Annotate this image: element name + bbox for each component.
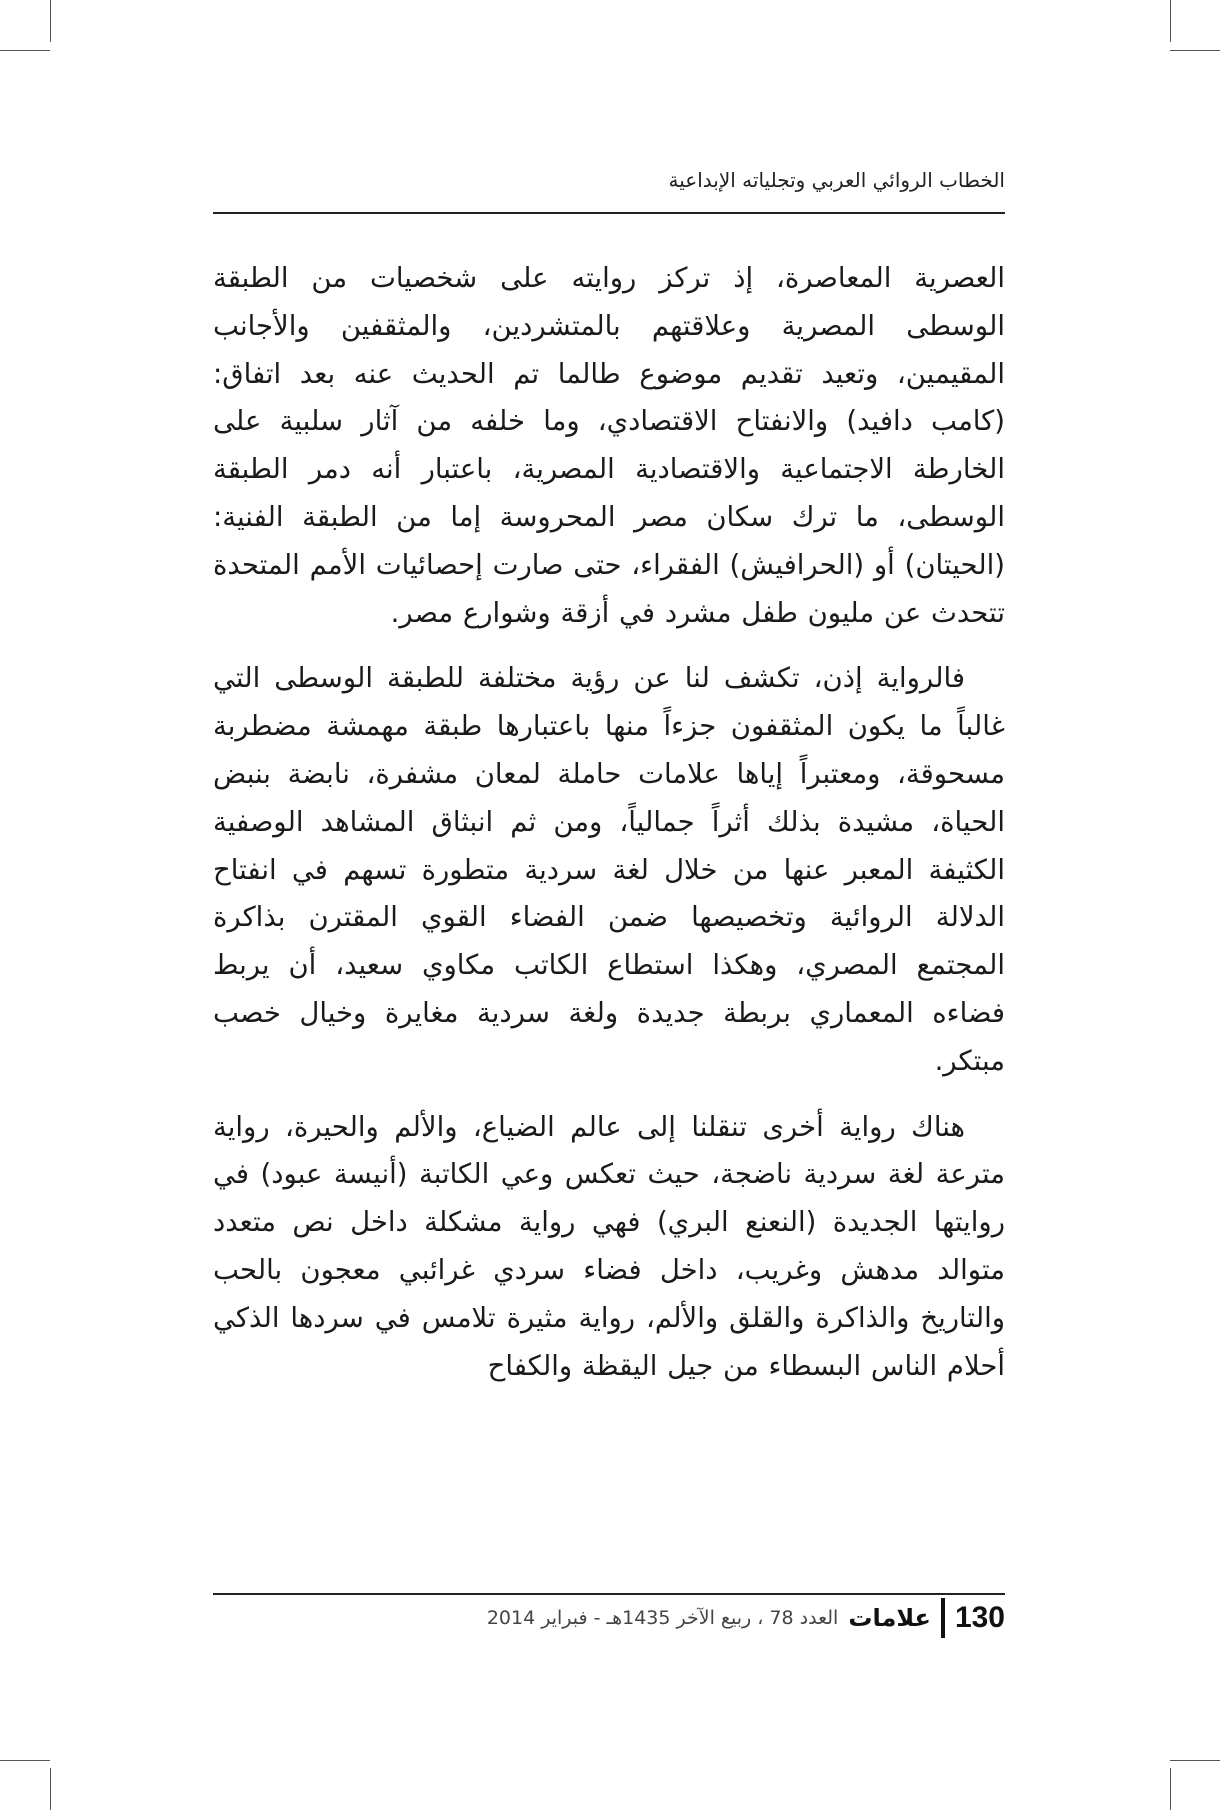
paragraph: فالرواية إذن، تكشف لنا عن رؤية مختلفة للطبقة الوسطى التي غالباً ما يكون المثقفون جزءاً منها باعتبارها طبقة مهمشة مضطربة مسحوقة، ومعتبراً إياها علامات حاملة لمعان مشفرة، نابضة بنبض الحياة، مشيدة بذلك أثراً جمالياً، ومن ثم انبثاق المشاهد الوصفية الكثيفة المعبر عنها من خلال لغة سردية متطورة تسهم في انفتاح الدلالة الروائية وتخصيصها ضمن الفضاء القوي المقترن بذاكرة المجتمع المصري، وهكذا استطاع الكاتب مكاوي سعيد، أن يربط فضاءه المعماري بربطة جديدة ولغة سردية مغايرة وخيال خصب مبتكر. (213, 662, 1005, 1077)
journal-logo: علامات (848, 1604, 931, 1632)
crop-mark (1170, 0, 1171, 42)
footer-divider (941, 1598, 945, 1638)
page-number: 130 (954, 1601, 1005, 1634)
footer-rule (213, 1593, 1005, 1595)
crop-mark (1170, 1768, 1171, 1810)
issue-info: العدد 78 ، ربيع الآخر 1435هـ - فبراير 2014 (486, 1607, 839, 1629)
running-head: الخطاب الروائي العربي وتجلياته الإبداعية (668, 168, 1005, 192)
crop-mark (0, 1760, 50, 1761)
header-rule (213, 212, 1005, 214)
crop-mark (50, 1768, 51, 1810)
crop-mark (0, 50, 50, 51)
crop-mark (1170, 1760, 1220, 1761)
body-text (213, 255, 1005, 1408)
page-footer (487, 1598, 1005, 1638)
paragraph: العصرية المعاصرة، إذ تركز روايته على شخصيات من الطبقة الوسطى المصرية وعلاقتهم بالمتشردين، والمثقفين والأجانب المقيمين، وتعيد تقديم موضوع طالما تم الحديث عنه بعد اتفاق: (كامب دافيد) والانفتاح الاقتصادي، وما خلفه من آثار سلبية على الخارطة الاجتماعية والاقتصادية المصرية، باعتبار أنه دمر الطبقة الوسطى، ما ترك سكان مصر المحروسة إما من الطبقة الفنية: (الحيتان) أو (الحرافيش) الفقراء، حتى صارت إحصائيات الأمم المتحدة تتحدث عن مليون طفل مشرد في أزقة وشوارع مصر. (213, 262, 1005, 629)
crop-mark (1170, 50, 1220, 51)
paragraph: هناك رواية أخرى تنقلنا إلى عالم الضياع، والألم والحيرة، رواية مترعة لغة سردية ناضجة، حيث تعكس وعي الكاتبة (أنيسة عبود) في روايتها الجديدة (النعنع البري) فهي رواية مشكلة داخل نص متعدد متوالد مدهش وغريب، داخل فضاء سردي غرائبي معجون بالحب والتاريخ والذاكرة والقلق والألم، رواية مثيرة تلامس في سردها الذكي أحلام الناس البسطاء من جيل اليقظة والكفاح (213, 1110, 1005, 1382)
crop-mark (50, 0, 51, 42)
